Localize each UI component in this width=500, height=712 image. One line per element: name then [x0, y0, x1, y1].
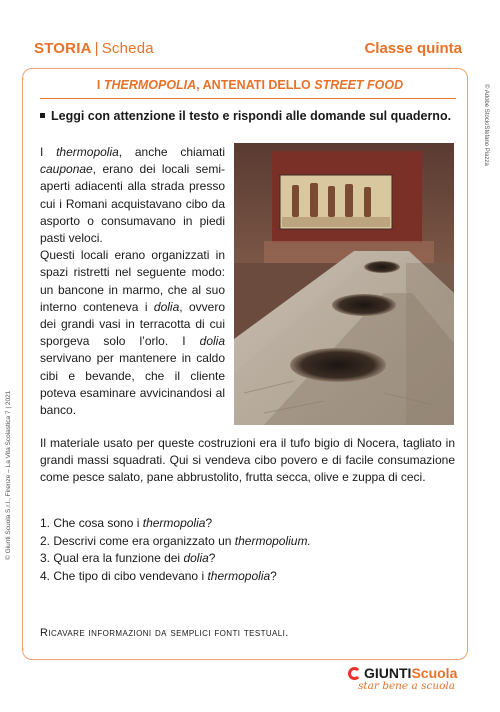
- text-run: I: [40, 145, 57, 159]
- text-run: 1. Che cosa sono i: [40, 516, 143, 530]
- logo-wordmark: [348, 665, 457, 681]
- question-item: [40, 568, 311, 586]
- question-item: [40, 550, 311, 568]
- text-run: , anche chiamati: [118, 145, 226, 159]
- italic-term: thermopolia: [207, 568, 271, 583]
- header-separator: |: [94, 40, 99, 57]
- text-run: ?: [270, 568, 277, 583]
- logo-tagline: star bene a scuola: [358, 680, 456, 692]
- logo-giunti: GIUNTI: [364, 665, 412, 681]
- italic-term: thermopolium.: [234, 533, 311, 548]
- sheet-kind: Scheda: [101, 40, 154, 57]
- text-run: , erano dei locali semi-aperti adiacenti alla strada presso cui i Romani acquistavano cibo da asporto o consumavano in piedi pasti veloci.: [40, 162, 225, 246]
- italic-term: dolia: [183, 551, 209, 565]
- italic-term: thermopolia: [56, 145, 119, 159]
- instruction-text: Leggi con attenzione il testo e rispondi alle domande sul quaderno.: [51, 109, 452, 123]
- italic-term: thermopolia: [142, 516, 206, 530]
- italic-term: dolia: [199, 334, 225, 349]
- question-item: [40, 515, 311, 533]
- italic-term: dolia: [153, 299, 180, 314]
- page-header: [34, 40, 462, 62]
- title-italic-thermopolia: THERMOPOLIA: [103, 78, 197, 92]
- text-run: ?: [208, 551, 216, 565]
- question-list: [40, 515, 311, 585]
- instruction: [40, 109, 451, 123]
- title-part: I: [96, 78, 104, 92]
- text-run: , ovvero dei grandi vasi in terracotta di cui sporgeva solo l’orlo. I: [40, 299, 225, 349]
- square-bullet-icon: [40, 113, 45, 118]
- title-italic-street-food: STREET FOOD: [314, 78, 404, 92]
- learning-objective: Ricavare informazioni da semplici fonti testuali.: [40, 627, 289, 639]
- paragraph-2: [40, 248, 225, 417]
- paragraph-materials: Il materiale usato per queste costruzioni era il tufo bigio di Nocera, tagliato in grandi massi squadrati. Qui si vendeva cibo povero e di facile consumazione come pesce salato, pane abbrustolito, frutta secca, olive e zuppa di ceci.: [40, 436, 455, 485]
- title-part: , ANTENATI DELLO: [196, 78, 315, 92]
- publisher-logo: [348, 665, 457, 692]
- grade-label: Classe quinta: [364, 40, 462, 57]
- text-run: 2. Descrivi come era organizzato un: [40, 533, 235, 548]
- title-divider: [40, 98, 456, 99]
- giunti-g-icon: [348, 667, 361, 680]
- worksheet-title: [40, 78, 460, 92]
- question-item: [40, 533, 311, 551]
- text-run: 3. Qual era la funzione dei: [40, 551, 184, 565]
- subject-label: [34, 40, 154, 57]
- logo-scuola: Scuola: [411, 665, 458, 681]
- subject-name: STORIA: [34, 40, 92, 57]
- paragraph-intro: [40, 144, 225, 419]
- italic-term: cauponae: [40, 162, 93, 177]
- text-run: ?: [205, 516, 213, 530]
- photo-credit: © Adobe Stock/Stefano Piazza: [483, 84, 489, 166]
- text-run: 4. Che tipo di cibo vendevano i: [40, 568, 208, 583]
- text-run: Questi locali erano organizzati in spazi ristretti nel seguente modo: un bancone in marmo, che al suo interno conteneva i: [40, 248, 225, 314]
- text-run: servivano per mantenere in caldo cibi e bevande, che il cliente poteva esaminare avvicinandosi al banco.: [40, 351, 225, 418]
- copyright-note: © Giunti Scuola S.r.l., Firenze – La Vita Scolastica 7 | 2021: [5, 390, 12, 560]
- paragraph-1: [40, 145, 225, 245]
- thermopolium-photo: [234, 143, 454, 425]
